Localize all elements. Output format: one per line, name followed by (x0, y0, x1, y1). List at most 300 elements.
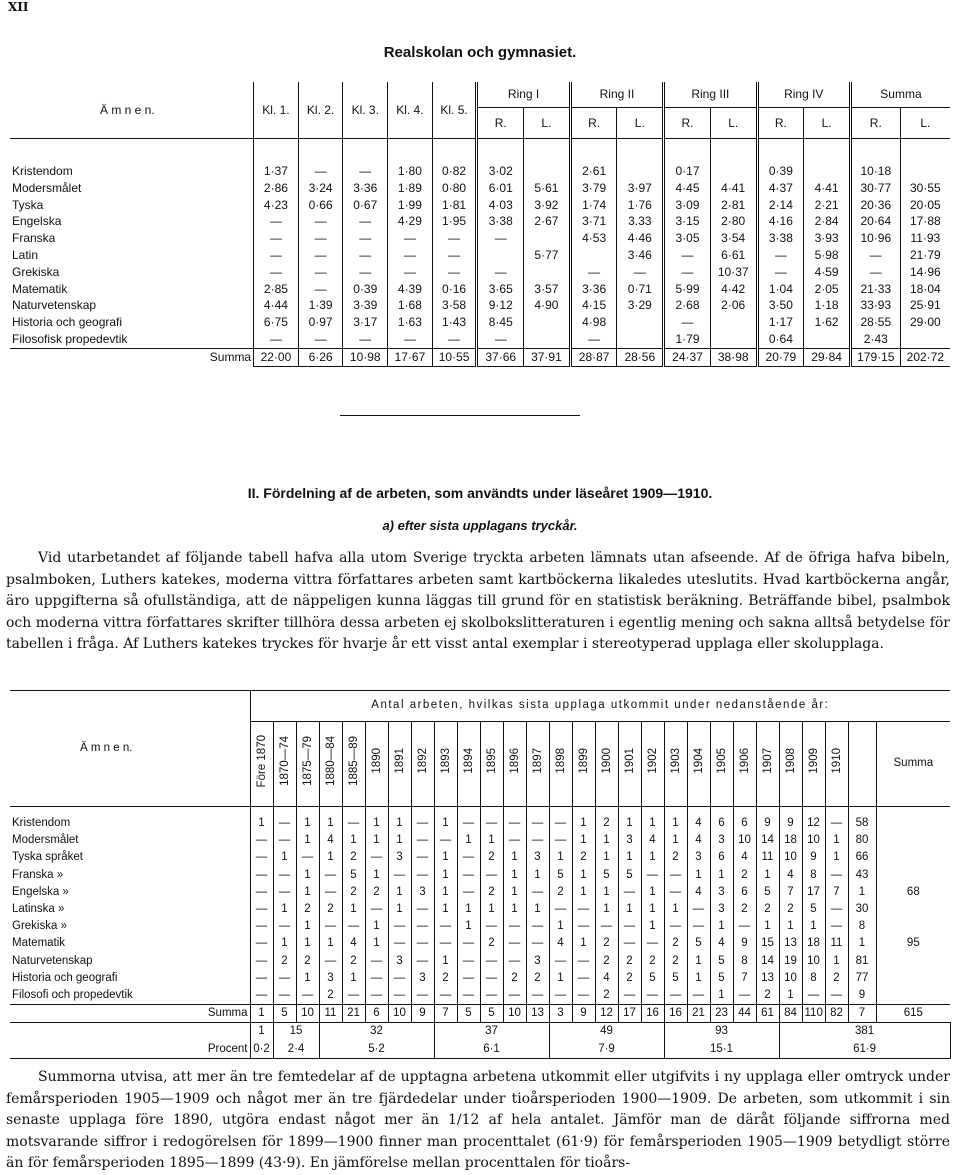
table1-cell: — (343, 264, 388, 281)
table1-subject: Naturvetenskap (12, 298, 97, 313)
table2-year-label: 1885—89 (347, 735, 360, 786)
table2-cell: 1 (319, 935, 342, 952)
table2-cell: 3 (526, 849, 549, 866)
table1-cell: 3·15 (664, 213, 711, 230)
table2-cell: 2 (641, 953, 664, 970)
table2-cell: 5 (710, 953, 733, 970)
table-row (10, 264, 950, 281)
table1-cell: — (388, 230, 433, 247)
table2-cell: 1 (319, 849, 342, 866)
table2-cell: 8 (802, 970, 825, 987)
table2-cell: — (411, 935, 434, 952)
table1-cell: 3·38 (757, 230, 804, 247)
table2-year-label: 1893 (439, 748, 452, 774)
table2-groups-row (10, 1023, 950, 1041)
table2-cell: 2 (733, 867, 756, 884)
table1-class-header: Kl. 3. (343, 82, 388, 139)
table1-class-header: Kl. 5. (432, 82, 477, 139)
table1-summa-cell: 28·56 (617, 348, 664, 366)
table2-cell: — (664, 918, 687, 935)
table1-cell: 29·00 (900, 314, 950, 331)
table-row (10, 180, 950, 197)
table-row (10, 901, 950, 918)
table2-cell: — (411, 807, 434, 833)
table1-cell (804, 331, 851, 348)
table2-cell: 2 (503, 970, 526, 987)
table-row (10, 213, 950, 230)
table1-cell: 10·18 (850, 139, 900, 180)
table2-cell (876, 867, 950, 884)
table1-cell: 4·29 (388, 213, 433, 230)
table2-cell: — (411, 953, 434, 970)
table1-cell: 2·84 (804, 213, 851, 230)
table2-cell: 1 (825, 849, 848, 866)
table2-cell: — (526, 987, 549, 1005)
table-row (10, 807, 950, 833)
table1-summa-cell: 24·37 (664, 348, 711, 366)
table2-cell: 6 (733, 884, 756, 901)
table1-cell: 0·17 (664, 139, 711, 180)
table1-cell (900, 331, 950, 348)
table1-cell: 1·76 (617, 197, 664, 214)
table1-cell: 6·61 (710, 247, 757, 264)
table2-cell: — (480, 867, 503, 884)
table2-cell: — (365, 970, 388, 987)
table1-cell: — (570, 264, 617, 281)
table2-cell: 1 (549, 970, 572, 987)
table2-cell: 3 (618, 832, 641, 849)
table1-cell (524, 230, 571, 247)
table2-cell: — (342, 918, 365, 935)
table2-cell: 1 (342, 901, 365, 918)
table2-summa-cell: 1 (250, 1005, 273, 1023)
table2-cell: 1 (273, 901, 296, 918)
table2-year-label: 1880—84 (324, 735, 337, 786)
table2-summa-cell: 5 (480, 1005, 503, 1023)
table2-cell: — (526, 918, 549, 935)
table2-cell: — (457, 935, 480, 952)
table2-cell: 1 (572, 867, 595, 884)
table2-cell: 1 (296, 867, 319, 884)
table2-subject: Engelska » (12, 885, 69, 898)
table1-cell: — (388, 331, 433, 348)
table2-cell: — (526, 935, 549, 952)
table1-cell: 1·74 (570, 197, 617, 214)
table2-cell: 1 (457, 832, 480, 849)
table2-cell: 1 (365, 918, 388, 935)
table2-cell: 2 (549, 884, 572, 901)
table2-cell: — (250, 867, 273, 884)
table2-cell: 1 (296, 935, 319, 952)
table1-cell: 3·29 (617, 297, 664, 314)
table-row (10, 918, 950, 935)
table2-cell: — (503, 918, 526, 935)
table2-cell: 1 (434, 901, 457, 918)
table1-cell: — (757, 264, 804, 281)
table2-cell: 13 (756, 970, 779, 987)
table2-cell: 2 (618, 953, 641, 970)
table2-summa-cell: 615 (876, 1005, 950, 1023)
table1-cell (524, 331, 571, 348)
table2-cell: — (549, 953, 572, 970)
table2-cell: 5 (756, 884, 779, 901)
table1-cell: — (254, 213, 299, 230)
table2-cell: — (595, 918, 618, 935)
table1-cell: 2·43 (850, 331, 900, 348)
table1-cell: 1·39 (298, 297, 343, 314)
table2-blank-header (848, 722, 876, 807)
table2-cell: 10 (779, 970, 802, 987)
table1-cell: 4·53 (570, 230, 617, 247)
table1-l-header: L. (900, 108, 950, 139)
table2-cell: — (641, 935, 664, 952)
table1-cell: 1·63 (388, 314, 433, 331)
table2-cell: — (733, 987, 756, 1005)
table2-cell: 4 (687, 884, 710, 901)
table1-cell: — (298, 213, 343, 230)
table2-cell: 66 (848, 849, 876, 866)
table1-subject: Franska (12, 231, 56, 246)
table2-subject: Grekiska » (12, 920, 67, 933)
table1-cell: 1·89 (388, 180, 433, 197)
table2-summa-cell: 13 (526, 1005, 549, 1023)
table2-cell: — (296, 849, 319, 866)
table2-cell: 1 (572, 807, 595, 833)
table1-summa-cell: 37·91 (524, 348, 571, 366)
table2-cell: — (572, 970, 595, 987)
table2-cell: — (503, 807, 526, 833)
table2-cell: 2 (434, 970, 457, 987)
table-row (10, 297, 950, 314)
table2-cell: 3 (710, 901, 733, 918)
table2-cell: 1 (595, 832, 618, 849)
table2-cell: — (388, 935, 411, 952)
table1-class-header: Kl. 2. (298, 82, 343, 139)
table1-cell: 3·79 (570, 180, 617, 197)
table2-cell: 3 (710, 832, 733, 849)
table2-cell: 2 (595, 953, 618, 970)
table1-summa-label: Summa (10, 348, 254, 366)
table2-subject-header: Ä m n e n. (10, 691, 250, 807)
table1-cell: 2·61 (570, 139, 617, 180)
table2-summa-cell: 10 (388, 1005, 411, 1023)
table1-r-header: R. (477, 108, 524, 139)
table2-year-label: 1906 (738, 748, 751, 774)
table2-year-header (687, 722, 710, 807)
table1-subject: Filosofisk propedevtik (12, 331, 128, 346)
table1-cell: 3·97 (617, 180, 664, 197)
table1-r-header: R. (850, 108, 900, 139)
table2-cell: — (503, 987, 526, 1005)
table1-summa-cell: 22·00 (254, 348, 299, 366)
table2-cell (876, 849, 950, 866)
table2-cell: 1 (779, 918, 802, 935)
table1-cell: 2·67 (524, 213, 571, 230)
table2-cell: 1 (664, 807, 687, 833)
table1-cell: — (664, 264, 711, 281)
table2-cell: 1 (756, 867, 779, 884)
table2-cell: — (250, 849, 273, 866)
table2-cell: 30 (848, 901, 876, 918)
table2-summa-label: Summa (10, 1005, 250, 1023)
table2-cell: 18 (779, 832, 802, 849)
table2-cell: — (365, 987, 388, 1005)
table2-cell: 2 (319, 987, 342, 1005)
table2-summa-cell: 3 (549, 1005, 572, 1023)
table2-cell: 1 (273, 849, 296, 866)
table2-year-label: 1901 (623, 748, 636, 774)
table1-cell: 1·37 (254, 139, 299, 180)
table2-cell: 5 (342, 867, 365, 884)
table2-group-cell: 32 (319, 1023, 434, 1041)
table2-cell: — (457, 987, 480, 1005)
table-row (10, 314, 950, 331)
table2-cell: — (572, 953, 595, 970)
table2-year-header (802, 722, 825, 807)
table1-cell: — (664, 314, 711, 331)
table2-cell: — (687, 987, 710, 1005)
table2-summa-header: Summa (876, 722, 950, 807)
table2-cell: 1 (595, 901, 618, 918)
table1-cell: 3·71 (570, 213, 617, 230)
table2-cell: 1 (618, 849, 641, 866)
table2-summa-cell: 12 (595, 1005, 618, 1023)
table1-cell (710, 139, 757, 180)
table2-cell: 1 (687, 867, 710, 884)
table2-procent-cell: 61·9 (779, 1041, 950, 1059)
table2-year-label: 1900 (600, 748, 613, 774)
table1-cell: — (477, 230, 524, 247)
table1-summa-cell: 17·67 (388, 348, 433, 366)
table1-ring-header: Ring II (570, 82, 663, 108)
table2-cell (876, 970, 950, 987)
table1-cell (710, 331, 757, 348)
table2-cell: 1 (296, 970, 319, 987)
table2-cell: 1 (273, 935, 296, 952)
table1-cell: — (298, 230, 343, 247)
table1-cell: 3·46 (617, 247, 664, 264)
table2-cell: — (549, 807, 572, 833)
table2-cell: 4 (319, 832, 342, 849)
table-row (10, 197, 950, 214)
table2-cell: — (388, 987, 411, 1005)
table2-year-label: 1890 (370, 748, 383, 774)
table2-cell: 1 (641, 918, 664, 935)
table2-cell: 1 (664, 901, 687, 918)
table1-cell: 3·24 (298, 180, 343, 197)
table2-cell: 1 (710, 867, 733, 884)
table2-cell: — (411, 901, 434, 918)
table2-cell: 3 (411, 884, 434, 901)
table1-cell: 18·04 (900, 281, 950, 298)
table2-cell: 1 (503, 849, 526, 866)
table2-cell: — (641, 987, 664, 1005)
table2-procent-cell: 7·9 (549, 1041, 664, 1059)
table2-cell: 1 (848, 884, 876, 901)
table2-cell (876, 901, 950, 918)
table2-cell: 1 (503, 884, 526, 901)
table2-caption: Antal arbeten, hvilkas sista upplaga utkommit under nedanstående år: (250, 691, 950, 722)
table2-cell: 1 (595, 849, 618, 866)
table2-cell: 2 (595, 935, 618, 952)
table2-year-label: 1905 (715, 748, 728, 774)
table2-group-cell: 381 (779, 1023, 950, 1041)
table1-ring-header: Ring IV (757, 82, 850, 108)
table2-cell: 2 (526, 970, 549, 987)
table1-cell: 5·98 (804, 247, 851, 264)
table1-cell: 25·91 (900, 297, 950, 314)
table2-cell: 10 (733, 832, 756, 849)
table2-cell: — (641, 867, 664, 884)
table2-cell: 4 (342, 935, 365, 952)
table2-cell: — (549, 987, 572, 1005)
table-row (10, 247, 950, 264)
table2-cell (876, 953, 950, 970)
table-row (10, 139, 950, 180)
table2-cell: 1 (296, 832, 319, 849)
table1-cell: — (254, 247, 299, 264)
table2-subject: Tyska språket (12, 851, 83, 864)
table2-cell: 43 (848, 867, 876, 884)
table2-cell: 2 (273, 953, 296, 970)
table2-group-cell: 93 (664, 1023, 779, 1041)
table2-cell: 2 (595, 807, 618, 833)
table2-year-header (572, 722, 595, 807)
table2-cell: 2 (618, 970, 641, 987)
table2-cell: — (618, 918, 641, 935)
table1-cell: 1·79 (664, 331, 711, 348)
table2-cell: — (319, 884, 342, 901)
table1-cell: 5·61 (524, 180, 571, 197)
table2-year-label: 1898 (554, 748, 567, 774)
table2-cell: 1 (388, 901, 411, 918)
table2-cell: 14 (756, 953, 779, 970)
table2-cell: 2 (756, 987, 779, 1005)
table2-cell: 1 (503, 901, 526, 918)
table1-summa-cell: 38·98 (710, 348, 757, 366)
table2-cell: 2 (825, 970, 848, 987)
table1-cell: — (432, 247, 477, 264)
table2-cell: — (250, 970, 273, 987)
table2-cell: 6 (710, 849, 733, 866)
table1-subject: Kristendom (12, 164, 73, 178)
table1-cell: 20·36 (850, 197, 900, 214)
table1-cell: 10·37 (710, 264, 757, 281)
table2-cell: 1 (526, 867, 549, 884)
table1-cell: 11·93 (900, 230, 950, 247)
table2-cell: — (480, 953, 503, 970)
table2-cell: 1 (779, 987, 802, 1005)
table1-cell: 20·64 (850, 213, 900, 230)
table2-year-header (825, 722, 848, 807)
table2-summa-cell: 9 (572, 1005, 595, 1023)
table2-cell: — (480, 918, 503, 935)
table1-summa-cell: 179·15 (850, 348, 900, 366)
table1-cell: 0·67 (343, 197, 388, 214)
table2-cell (876, 832, 950, 849)
table1-summa-cell: 202·72 (900, 348, 950, 366)
table2-year-label: 1895 (485, 748, 498, 774)
table2-cell: 4 (641, 832, 664, 849)
table2-group-cell: 15 (273, 1023, 319, 1041)
table2-cell: — (687, 901, 710, 918)
table1-r-header: R. (570, 108, 617, 139)
table2-cell: 10 (802, 953, 825, 970)
table2-cell: 1 (618, 901, 641, 918)
table1-cell: — (388, 247, 433, 264)
table2-cell: 8 (848, 918, 876, 935)
table2-cell: 1 (319, 807, 342, 833)
table2-cell: 10 (802, 832, 825, 849)
table2-cell: 80 (848, 832, 876, 849)
table1-l-header: L. (710, 108, 757, 139)
table1-r-header: R. (664, 108, 711, 139)
table-print-years (10, 690, 950, 1059)
table1-subject-header: Ä m n e n. (10, 82, 254, 139)
table2-cell: — (825, 867, 848, 884)
table2-year-header (733, 722, 756, 807)
table1-l-header: L. (524, 108, 571, 139)
table2-cell: 4 (710, 935, 733, 952)
table1-cell: 4·45 (664, 180, 711, 197)
table1-cell: 3·54 (710, 230, 757, 247)
table2-cell: — (434, 935, 457, 952)
table-row (10, 935, 950, 952)
table2-subject: Naturvetenskap (12, 954, 93, 967)
table2-cell: — (411, 832, 434, 849)
table2-procent-cell: 5·2 (319, 1041, 434, 1059)
table2-year-label: 1907 (761, 748, 774, 774)
table2-cell: 2 (664, 953, 687, 970)
table2-year-header (365, 722, 388, 807)
table1-cell (524, 139, 571, 180)
table2-cell: — (526, 807, 549, 833)
table2-cell: 1 (503, 867, 526, 884)
table2-cell: — (457, 807, 480, 833)
table2-cell: 2 (595, 987, 618, 1005)
table2-summa-cell: 23 (710, 1005, 733, 1023)
table1-cell: 5·99 (664, 281, 711, 298)
table2-cell: 8 (802, 867, 825, 884)
table2-cell: 3 (526, 953, 549, 970)
table-row (10, 832, 950, 849)
table2-cell: 2 (733, 901, 756, 918)
table2-year-label: 1894 (462, 748, 475, 774)
table1-cell: 3·05 (664, 230, 711, 247)
table1-cell: 4·16 (757, 213, 804, 230)
table2-summa-cell: 21 (687, 1005, 710, 1023)
table2-cell: — (480, 970, 503, 987)
table2-cell: — (457, 970, 480, 987)
table2-year-label: 1902 (646, 748, 659, 774)
table2-year-header (342, 722, 365, 807)
table2-cell: 9 (733, 935, 756, 952)
table2-year-label: 1908 (784, 748, 797, 774)
table1-header-row (10, 82, 950, 108)
table2-cell: 7 (825, 884, 848, 901)
table2-cell: 1 (641, 884, 664, 901)
table1-summa-cell: 29·84 (804, 348, 851, 366)
table1-cell: 3·38 (477, 213, 524, 230)
table1-cell: 28·55 (850, 314, 900, 331)
table2-cell: — (250, 884, 273, 901)
table1-cell: 4·98 (570, 314, 617, 331)
table2-cell (876, 918, 950, 935)
table2-caption-row (10, 691, 950, 722)
table1-cell: 1·81 (432, 197, 477, 214)
table1-cell: — (298, 139, 343, 180)
table2-cell: 2 (342, 849, 365, 866)
